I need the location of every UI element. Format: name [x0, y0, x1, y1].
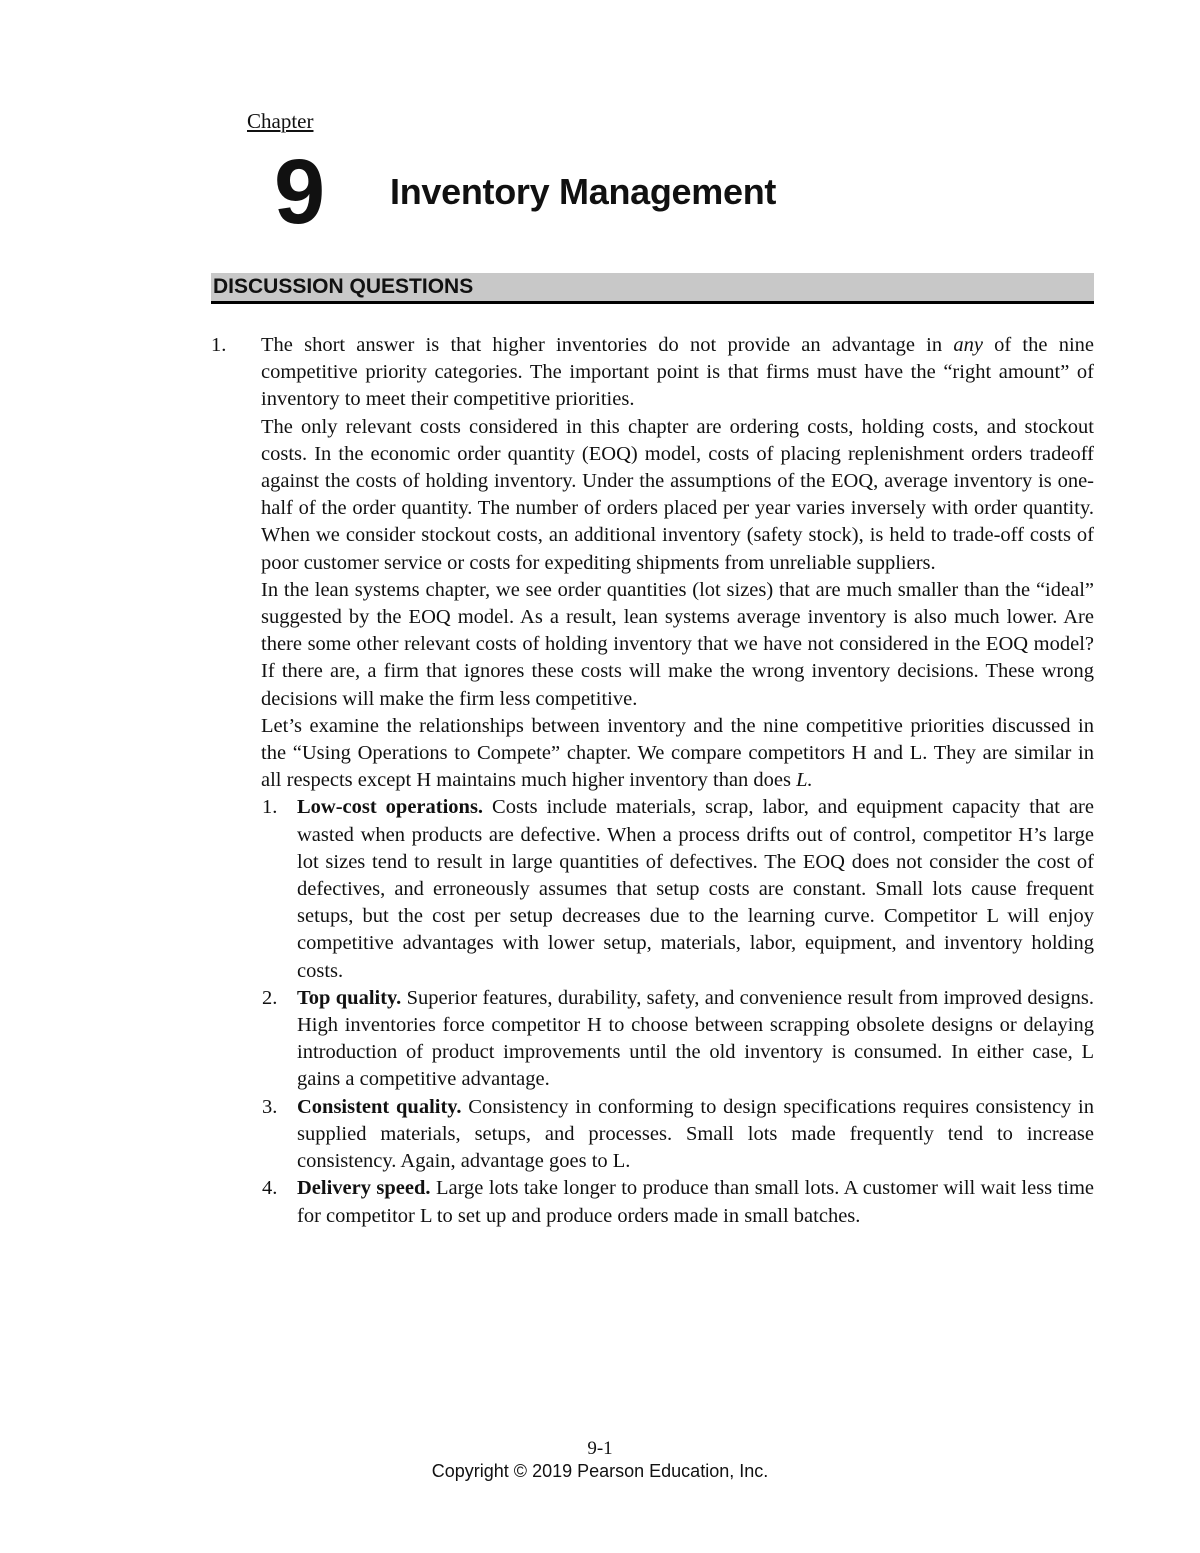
list-item-number: 1. [262, 796, 278, 819]
list-item-title: Low-cost operations. [297, 796, 484, 819]
emphasis-l: L. [796, 769, 813, 792]
list-item [262, 1175, 1094, 1229]
chapter-number: 9 [274, 141, 326, 243]
answer-paragraph-1: The short answer is that higher inventories do not provide an advantage in any of the nine competitive priority categories. The important point is that firms must have the “right amount” of inventory to meet their competitive priorities. [261, 334, 1094, 411]
list-item-number: 3. [262, 1095, 278, 1118]
emphasis-any: any [953, 334, 983, 356]
chapter-title: Inventory Management [390, 171, 777, 212]
answer-paragraph-4: Let’s examine the relationships between inventory and the nine competitive priorities discussed in the “Using Operations to Compete” chapter. We compare competitors H and L. They are similar in all respects except H maintains much higher inventory than does L. [261, 714, 1094, 792]
list-item-text: Consistency in conforming to design specifications requires consistency in supplied materials, setups, and processes. Small lots made frequently tend to increase consistency. Again, advantage goes to L. [297, 1095, 1094, 1173]
page-number: 9-1 [587, 1438, 613, 1459]
list-item-title: Consistent quality. [297, 1095, 462, 1118]
question-number: 1. [211, 334, 227, 356]
list-item-number: 4. [262, 1177, 278, 1200]
list-item-title: Top quality. [297, 986, 402, 1009]
copyright-notice: Copyright © 2019 Pearson Education, Inc. [431, 1461, 769, 1481]
answer-paragraph-2: The only relevant costs considered in this chapter are ordering costs, holding costs, and stockout costs. In the economic order quantity (EOQ) model, costs of placing replenishment orders tradeoff against the costs of holding inventory. Under the assumptions of the EOQ, average inventory is one-half of the order quantity. The number of orders placed per year varies inversely with order quantity. When we consider stockout costs, an additional inventory (safety stock), is held to trade-off costs of poor customer service or costs for expediting shipments from unreliable suppliers. [261, 415, 1094, 574]
discussion-content [211, 332, 1094, 1230]
list-item-title: Delivery speed. [297, 1177, 431, 1200]
chapter-label: Chapter [247, 109, 314, 133]
section-heading-bar [211, 273, 1094, 304]
list-item [262, 794, 1094, 984]
list-item [262, 1094, 1094, 1176]
list-item-text: Costs include materials, scrap, labor, and equipment capacity that are wasted when products are defective. When a process drifts out of control, competitor H’s large lot sizes tend to result in large quantities of defectives. The EOQ does not consider the cost of defectives, and erroneously assumes that setup costs are constant. Small lots cause frequent setups, but the cost per setup decreases due to the learning curve. Competitor L will enjoy competitive advantages with lower setup, materials, labor, equipment, and inventory holding costs. [297, 796, 1094, 982]
answer-paragraph-3: In the lean systems chapter, we see order quantities (lot sizes) that are much smaller than the “ideal” suggested by the EOQ model. As a result, lean systems average inventory is also much lower. Are there some other relevant costs of holding inventory that we have not considered in the EOQ model? If there are, a firm that ignores these costs will make the wrong inventory decisions. These wrong decisions will make the firm less competitive. [261, 578, 1094, 710]
competitive-priorities-list [261, 794, 1094, 1229]
list-item-number: 2. [262, 986, 278, 1009]
list-item-text: Superior features, durability, safety, and convenience result from improved designs. High inventories force competitor H to choose between scrapping obsolete designs or delaying introduction of product improvements until the old inventory is consumed. In either case, L gains a competitive advantage. [297, 986, 1094, 1091]
list-item-text: Large lots take longer to produce than small lots. A customer will wait less time for competitor L to set up and produce orders made in small batches. [297, 1177, 1094, 1227]
section-heading: DISCUSSION QUESTIONS [213, 275, 474, 298]
list-item [262, 985, 1094, 1094]
question-body [261, 332, 1094, 1230]
